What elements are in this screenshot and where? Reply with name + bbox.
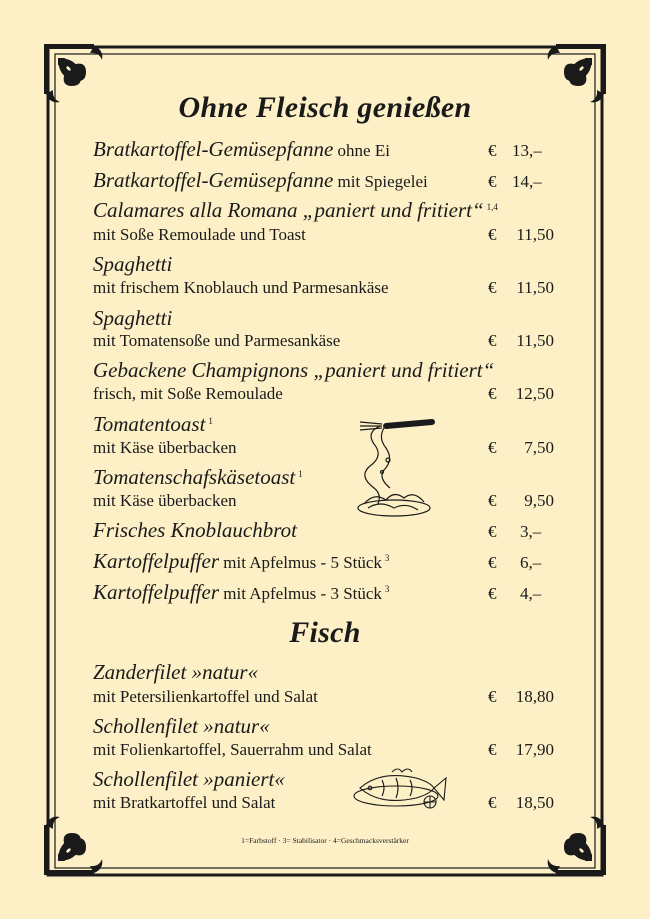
item-name: Calamares alla Romana „paniert und fritiert“ [93, 198, 484, 222]
item-price: 9,50 [524, 491, 554, 510]
currency-symbol: € [488, 225, 497, 244]
item-price: 7,50 [524, 438, 554, 457]
menu-item [93, 252, 563, 277]
item-price: 18,80 [515, 687, 554, 706]
item-note: 1 [298, 469, 303, 479]
item-price: 11,50 [516, 225, 554, 244]
item-desc: mit Apfelmus - 5 Stück [223, 553, 382, 572]
item-name: Frisches Knoblauchbrot [93, 518, 297, 542]
item-name: Kartoffelpuffer [93, 549, 219, 573]
item-note: 3 [384, 584, 390, 594]
currency-symbol: € [488, 793, 497, 812]
item-desc: mit Petersilienkartoffel und Salat [93, 687, 318, 706]
item-desc: mit Käse überbacken [93, 438, 237, 457]
footnote: 1=Farbstoff · 3= Stabilisator · 4=Geschmacksverstärker [241, 836, 409, 845]
item-name: Tomatenschafskäsetoast [93, 465, 296, 489]
item-price: 6,– [520, 553, 542, 572]
item-price: 4,– [520, 584, 542, 603]
menu-item [93, 198, 563, 223]
spaghetti-fork-icon [352, 412, 438, 522]
currency-symbol: € [488, 438, 497, 457]
item-price: 14,– [512, 172, 542, 191]
item-price: 18,50 [515, 793, 554, 812]
currency-symbol: € [488, 553, 497, 572]
menu-item [93, 358, 563, 383]
currency-symbol: € [488, 687, 497, 706]
item-name: Bratkartoffel-Gemüsepfanne [93, 168, 334, 192]
item-desc: mit frischem Knoblauch und Parmesankäse [93, 278, 389, 297]
item-price: 12,50 [515, 384, 554, 403]
item-desc: ohne Ei [337, 141, 390, 160]
currency-symbol: € [488, 172, 497, 191]
currency-symbol: € [488, 278, 497, 297]
item-price: 11,50 [516, 331, 554, 350]
currency-symbol: € [488, 740, 497, 759]
item-price: 3,– [520, 522, 542, 541]
item-desc: mit Bratkartoffel und Salat [93, 793, 276, 812]
item-name: Gebackene Champignons „paniert und fritiert“ [93, 358, 495, 382]
item-desc: mit Apfelmus - 3 Stück [223, 584, 382, 603]
currency-symbol: € [488, 584, 497, 603]
item-desc: mit Käse überbacken [93, 491, 237, 510]
item-name: Kartoffelpuffer [93, 580, 219, 604]
item-note: 3 [384, 553, 390, 563]
item-name: Bratkartoffel-Gemüsepfanne [93, 137, 334, 161]
item-name: Spaghetti [93, 252, 173, 276]
item-name: Schollenfilet »natur« [93, 714, 270, 738]
menu-item [93, 714, 563, 739]
item-name: Zanderfilet »natur« [93, 660, 259, 684]
section-title-fish: Fisch [289, 616, 361, 649]
item-note: 1,4 [486, 202, 498, 212]
item-price: 17,90 [515, 740, 554, 759]
item-desc: mit Spiegelei [337, 172, 428, 191]
item-price: 13,– [512, 141, 542, 160]
menu-item [93, 767, 563, 792]
item-name: Schollenfilet »paniert« [93, 767, 285, 791]
item-name: Spaghetti [93, 306, 173, 330]
currency-symbol: € [488, 384, 497, 403]
menu-item [93, 306, 563, 331]
currency-symbol: € [488, 491, 497, 510]
currency-symbol: € [488, 522, 497, 541]
menu-item [93, 465, 563, 490]
currency-symbol: € [488, 331, 497, 350]
item-desc: frisch, mit Soße Remoulade [93, 384, 283, 403]
item-desc: mit Tomatensoße und Parmesankäse [93, 331, 341, 350]
section-title-vegetarian: Ohne Fleisch genießen [178, 91, 472, 124]
item-note: 1 [208, 416, 213, 426]
fish-plate-icon [352, 766, 450, 810]
item-price: 11,50 [516, 278, 554, 297]
currency-symbol: € [488, 141, 497, 160]
menu-item [93, 660, 563, 685]
item-desc: mit Soße Remoulade und Toast [93, 225, 306, 244]
item-desc: mit Folienkartoffel, Sauerrahm und Salat [93, 740, 372, 759]
menu-item [93, 412, 563, 437]
item-name: Tomatentoast [93, 412, 206, 436]
